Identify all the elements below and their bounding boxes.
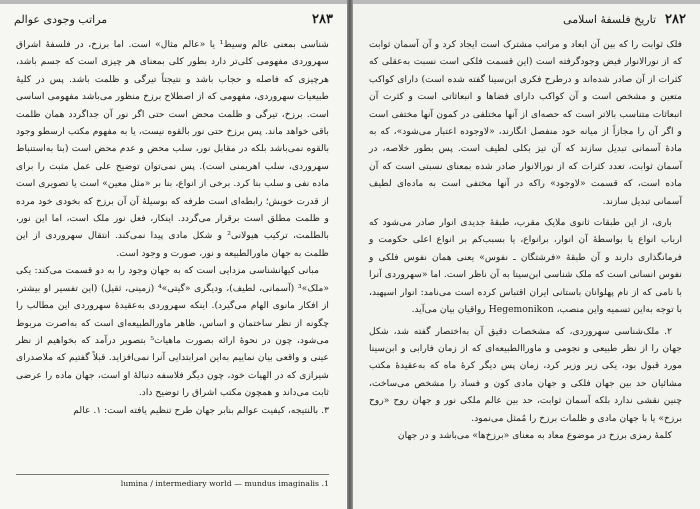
- paragraph: کلمهٔ رمزی برزخ در موضوع معاد به معنای «برزخ‌ها» می‌باشد و در جهان: [397, 429, 672, 441]
- left-page-body: [16, 36, 329, 419]
- left-page-header: [14, 10, 333, 30]
- left-page: [0, 4, 347, 509]
- right-page: [353, 4, 700, 509]
- right-running-title: تاریخ فلسفهٔ اسلامی: [563, 13, 656, 26]
- paragraph: فلک ثوابت را که بین آن ابعاد و مراتب مشترک است ایجاد کرد و آن آسمان ثوابت که از نورالانوار فیض وجودگرفته است (این قسمت فلکی است نسبت به‌عقلی که کثرات از آن صادر شده‌اند و درطرح فکری ابن‌سینا گفته شده است) دارای کواکب متعین و مشخص است و آن کواکب دارای فضاها و انبعاثاتی است و کثرت آن انبعاثات متناسب بالاتر است که حصه‌ای از آنها مختلفی در کمون آنها مختفی است و اگر آن را مجازاً از میانه خود منفصل انگارند، «لاوجوده اعتبار می‌شود»، که به مادهٔ آسمانی تبدیل سازند که آن تیز بکلی لطیف است. پس بطور خلاصه، در آسمان ثوابت، تعدد کثرات که از نورالانوار صادر شده بمعنای نسبتی است که آن ماده است، که قسمت «لاوجود» راکه در آنها مختفی است به ماده‌ای لطیف آسمانی تبدیل سازند.: [369, 39, 682, 207]
- paragraph: شناسی بمعنی عالم وسیط¹ یا «عالم مثال» است. اما برزخ، در فلسفهٔ اشراق سهروردی مفهومی کلی‌تر دارد بطور کلی بمعنای هر چیزی است که جسم باشد، هرچیزی که فاصله و حجاب باشد و نتیجتاً تیرگی و ظلمت باشد. پس در کلیهٔ طبیعیات سهروردی، مفهومی که از اصطلاح برزخ منظور می‌باشد مفهومی اساسی است. برزخ، تیرگی و ظلمت محض است حتی اگر نور آن جداگردد همان ظلمت باقی خواهد ماند. پس برزخ حتی نور بالقوه نیست، یا به مفهوم مکتب ارسطو وجود بالقوه نمی‌باشد بلکه در مقابل نور، سلب محض و عدم محض است (بنا به‌استنباط سهروردی، سلب اهریمنی است). پس نمی‌توان توضیح علی عمل مثبت را برای ماده نفی و سلب بنا کرد. برخی از انواع، بنا بر «مثل معین» است یا تصویری است از قدرت خویش؛ رابطه‌ای است طرفه که بوسیلهٔ آن آن برزخ که بخودی خود مرده و ظلمت مطلق است برقرار می‌گردد. اینکار، فعل نور ملک است، اما این نور، بالطلمت، ترکیب هیولانی² و شکل مادی پیدا نمی‌کند. انتقال سهروردی از این ظلمت به جهان ماورالطبیعه و نور، صورت و وجود است.: [16, 39, 329, 259]
- paragraph: ۲. ملک‌شناسی سهروردی، که مشخصات دقیق آن به‌اختصار گفته شد، شکل جهان را از نظر طبیعی و نجومی و ماوراالطبیعه‌ای که از زمان فارابی و ابن‌سینا مورد قبول بود، یکی زیر وزیر کرد، زمان پس دیگر کرهٔ ماه که به‌عقیدهٔ مکتب مشائیان حد بین جهان فلکی و جهان مادی کون و فساد را مشخص می‌ساخت، چنین نقشی ندارد بلکه آسمان ثوابت، حد بین عالم ملکی نور و جهان روح «روح برزخ» یا با جهان مادی و ظلمات برزخ را مُمثل می‌نمود.: [369, 325, 682, 424]
- right-page-body: [369, 36, 682, 444]
- left-footnotes: [16, 474, 329, 490]
- paragraph: مبانی کیهانشناسی مزدایی است که به جهان وجود را به دو قسمت می‌کند: یکی «ملک»³ (آسمانی، لطیف)، ودیگری «گیتی»⁴ (زمینی، ثقیل) (این تفسیر او بیشتر، از افکار مانوی الهام می‌گیرد). اینکه سهروردی به‌عقیدهٔ سهروردی این مطالب را چگونه از نظر ساختمان و اساس، ظاهر ماورالطبیعه‌ای است که به‌اصرت مربوط می‌شود، چون در نحوهٔ ارائه بصورت ماهیات⁵ بتصویر درآمد که بخواهیم از نظر عینی و واقعی بیان نماییم به‌این امرابتدایی آنرا نمی‌افزاید. قبلاً گفتیم که ملاصدرای شیرازی که در الهیات خود، چون دیگر فلاسفه دنبالهٔ او است، جهان ماده را عرضی ثابت می‌داند و همچون مکتب اشراق را توضیح داد.: [16, 265, 330, 399]
- paragraph: باری، از این طبقات ثانوی ملایک مقرب، طبقهٔ جدیدی انوار صادر می‌شود که ارباب انواع یا بواسطهٔ آن انوار، برانواع، یا بسبب‌کم بر انواع اعلی حکومت و فرمانگذاری دارند و آن طبقهٔ «فرشتگان ـ نفوس» یعنی همان نفوس فلکی و نفوس انسانی است که ملک شناسی ابن‌سینا به آن ناظر است. اما «سهروردی آنرا با نامی که از نام پهلوانان باستانی ایران اقتباس کرده است می‌نامد: انوار اسپهبد، با توجه به‌این تسمیه واین منصب، Hegemonikon رواقیان بیان می‌آید.: [369, 217, 682, 316]
- right-page-header: [367, 10, 686, 30]
- paragraph: ۳. بالنتیجه، کیفیت عوالم بنابر جهان طرح تنظیم یافته است: ۱. عالم: [73, 404, 329, 416]
- footnote: 1. lumina / intermediary world — mundus imaginalis: [120, 479, 329, 488]
- left-running-title: مراتب وجودی عوالم: [14, 13, 108, 26]
- left-page-number: ۲۸۳: [312, 12, 333, 27]
- right-page-number: ۲۸۲: [665, 12, 686, 27]
